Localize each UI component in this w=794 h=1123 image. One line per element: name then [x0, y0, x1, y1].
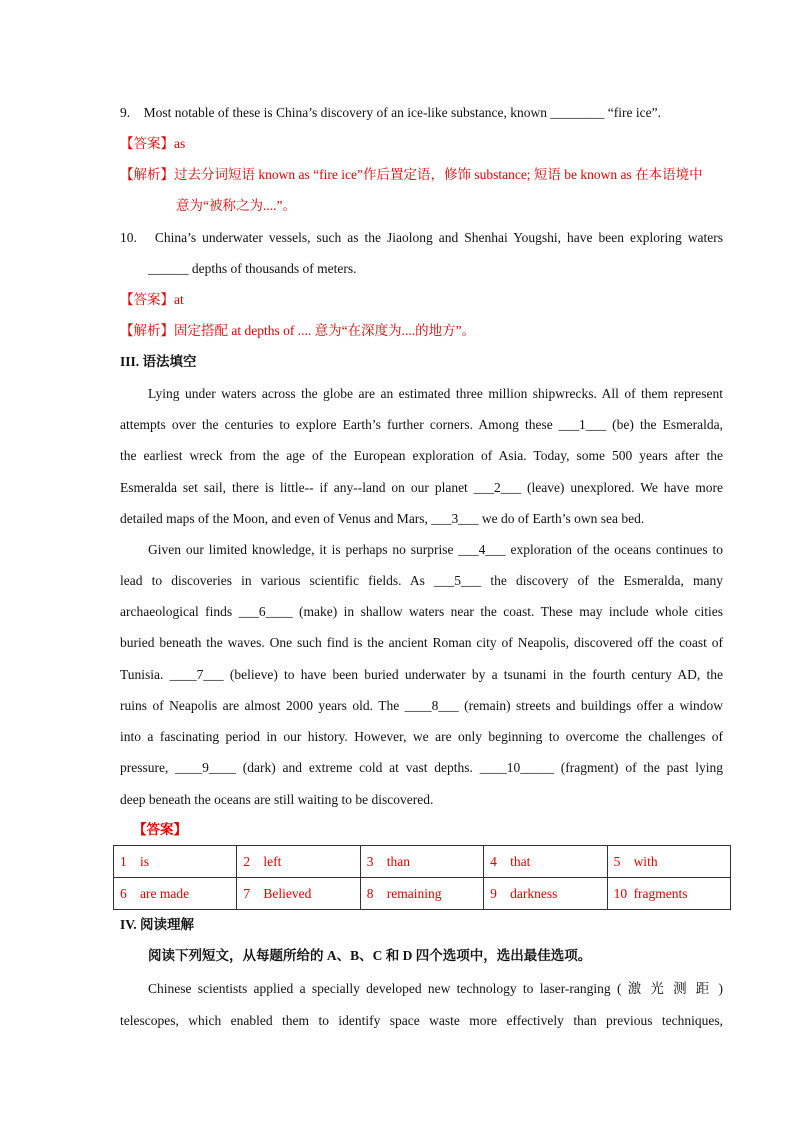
q9-text: 9. Most notable of these is China’s discovery of an ice-like substance, known ________ “fire ice”. — [120, 105, 661, 120]
answer-cell: 2 left — [237, 846, 360, 878]
passage-line: deep beneath the oceans are still waiting to be discovered. — [120, 792, 434, 807]
passage-line: buried beneath the waves. One such find is the ancient Roman city of Neapolis, discovered off the coast of — [120, 635, 723, 650]
passage-line: the earliest wreck from the age of the European exploration of Asia. Today, some 500 years after the — [120, 448, 723, 463]
table-row — [114, 878, 731, 910]
answer-cell: 4 that — [484, 846, 607, 878]
section-4-heading: IV. 阅读理解 — [120, 917, 195, 932]
q9-analysis-line-2: 意为“被称之为....”。 — [176, 198, 296, 213]
answer-cell: 9 darkness — [484, 878, 607, 910]
answer-cell: 5 with — [607, 846, 730, 878]
passage-line: archaeological finds ___6____ (make) in shallow waters near the coast. These may include whole cities — [120, 604, 723, 619]
table-row — [114, 846, 731, 878]
answer-table — [113, 845, 731, 910]
q10-analysis: 【解析】固定搭配 at depths of .... 意为“在深度为....的地方”。 — [120, 323, 476, 338]
passage-line: Chinese scientists applied a specially developed new technology to laser-ranging ( 激 光 测 距 ) — [148, 981, 723, 996]
passage-line: lead to discoveries in various scientific fields. As ___5___ the discovery of the Esmeralda, many — [120, 573, 723, 588]
passage-line: telescopes, which enabled them to identify space waste more effectively than previous techniques, — [120, 1013, 723, 1028]
passage-line: Esmeralda set sail, there is little-- if any--land on our planet ___2___ (leave) unexplored. We have more — [120, 480, 723, 495]
section-3-heading: III. 语法填空 — [120, 354, 197, 369]
answer-cell: 7 Believed — [237, 878, 360, 910]
q10-text-line-2: ______ depths of thousands of meters. — [148, 261, 357, 276]
passage-line: ruins of Neapolis are almost 2000 years old. The ____8___ (remain) streets and buildings offer a window — [120, 698, 723, 713]
q9-answer: 【答案】as — [120, 136, 186, 151]
answer-label: 【答案】 — [133, 822, 187, 837]
answer-cell: 1 is — [114, 846, 237, 878]
passage-line: Lying under waters across the globe are an estimated three million shipwrecks. All of them represent — [148, 386, 723, 401]
passage-line: Tunisia. ____7___ (believe) to have been buried underwater by a tsunami in the fourth century AD, the — [120, 667, 723, 682]
passage-line: pressure, ____9____ (dark) and extreme cold at vast depths. ____10_____ (fragment) of the past lying — [120, 760, 723, 775]
passage-line: detailed maps of the Moon, and even of Venus and Mars, ___3___ we do of Earth’s own sea bed. — [120, 511, 645, 526]
passage-line: Given our limited knowledge, it is perhaps no surprise ___4___ exploration of the oceans continues to — [148, 542, 723, 557]
passage-line: into a fascinating period in our history. However, we are only beginning to overcome the challenges of — [120, 729, 723, 744]
passage-line: attempts over the centuries to explore Earth’s further corners. Among these ___1___ (be) the Esmeralda, — [120, 417, 723, 432]
answer-cell: 3 than — [360, 846, 483, 878]
q10-text-line-1: 10. China’s underwater vessels, such as the Jiaolong and Shenhai Yougshi, have been exploring waters — [120, 230, 723, 245]
q9-analysis-line-1: 【解析】过去分词短语 known as “fire ice”作后置定语，修饰 substance; 短语 be known as 在本语境中 — [120, 167, 703, 182]
answer-cell: 6 are made — [114, 878, 237, 910]
answer-cell: 10 fragments — [607, 878, 730, 910]
q10-answer: 【答案】at — [120, 292, 184, 307]
section-4-instruction: 阅读下列短文，从每题所给的 A、B、C 和 D 四个选项中，选出最佳选项。 — [148, 948, 592, 963]
answer-cell: 8 remaining — [360, 878, 483, 910]
